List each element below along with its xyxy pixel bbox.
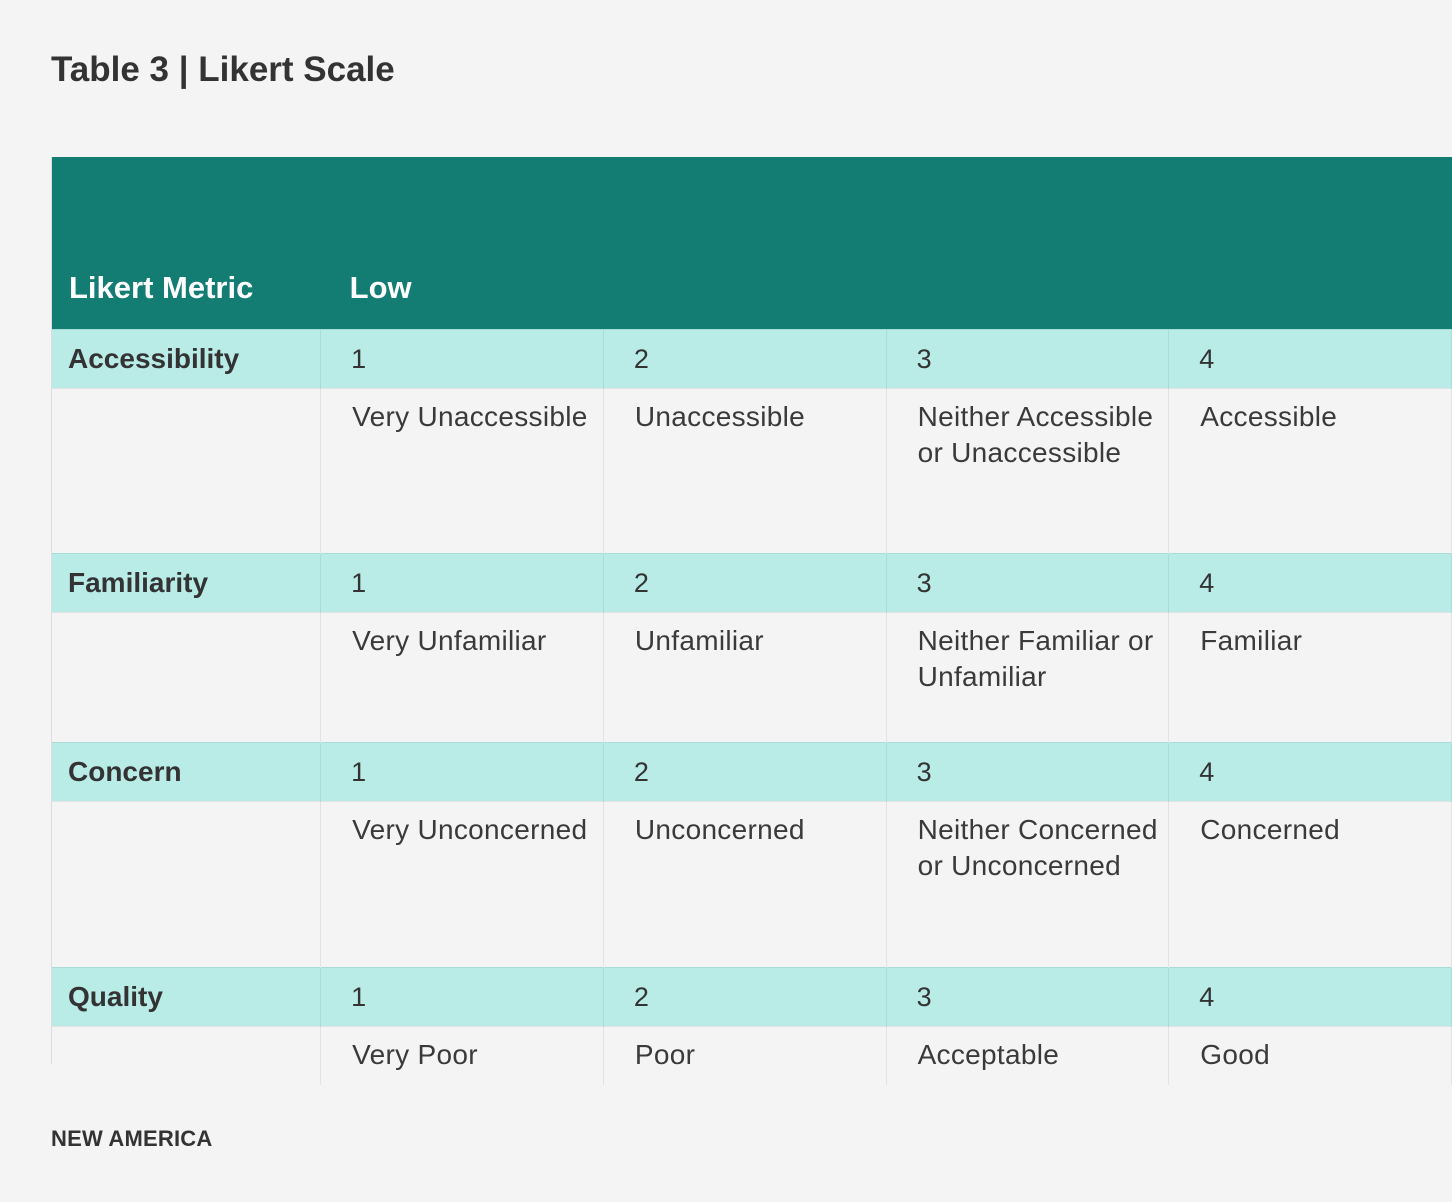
label-cell: Poor — [603, 1027, 886, 1085]
table-row-number — [52, 743, 1452, 802]
number-cell: 3 — [886, 330, 1169, 389]
number-cell: 1 — [321, 330, 604, 389]
label-cell: Very Unaccessible — [321, 389, 604, 554]
number-cell: 2 — [603, 330, 886, 389]
table-row-number — [52, 554, 1452, 613]
metric-cell-concern: Concern — [52, 743, 321, 802]
header-low: Low — [321, 157, 604, 330]
label-cell: Unconcerned — [603, 802, 886, 968]
number-cell: 2 — [603, 743, 886, 802]
table-row-number — [52, 968, 1452, 1027]
label-cell: Very Poor — [321, 1027, 604, 1085]
publisher-footer: NEW AMERICA — [51, 1126, 213, 1151]
table-row-labels — [52, 389, 1452, 554]
label-cell: Very Unfamiliar — [321, 613, 604, 743]
header-blank — [886, 157, 1169, 330]
table-header-row — [52, 157, 1452, 330]
metric-cell-familiarity: Familiarity — [52, 554, 321, 613]
number-cell: 2 — [603, 554, 886, 613]
number-cell: 1 — [321, 554, 604, 613]
metric-cell-accessibility: Accessibility — [52, 330, 321, 389]
table-row-labels — [52, 802, 1452, 968]
empty-cell — [52, 802, 321, 968]
label-cell: Neither Familiar or Unfamiliar — [886, 613, 1169, 743]
label-cell: Good — [1169, 1027, 1452, 1085]
label-cell: Acceptable — [886, 1027, 1169, 1085]
label-cell: Very Unconcerned — [321, 802, 604, 968]
header-blank — [1169, 157, 1452, 330]
label-cell: Accessible — [1169, 389, 1452, 554]
number-cell: 3 — [886, 968, 1169, 1027]
label-cell: Unaccessible — [603, 389, 886, 554]
table-row-labels — [52, 1027, 1452, 1085]
empty-cell — [52, 1027, 321, 1085]
label-cell: Neither Accessible or Unaccessible — [886, 389, 1169, 554]
empty-cell — [52, 613, 321, 743]
number-cell: 1 — [321, 968, 604, 1027]
number-cell: 4 — [1169, 743, 1452, 802]
table-title: Table 3 | Likert Scale — [51, 50, 395, 89]
number-cell: 4 — [1169, 968, 1452, 1027]
number-cell: 4 — [1169, 330, 1452, 389]
table-row-number — [52, 330, 1452, 389]
likert-table — [52, 157, 1452, 1085]
likert-table-container[interactable] — [51, 157, 1340, 1070]
number-cell: 3 — [886, 743, 1169, 802]
metric-cell-quality: Quality — [52, 968, 321, 1027]
header-blank — [603, 157, 886, 330]
label-cell: Neither Concerned or Unconcerned — [886, 802, 1169, 968]
number-cell: 2 — [603, 968, 886, 1027]
number-cell: 1 — [321, 743, 604, 802]
label-cell: Concerned — [1169, 802, 1452, 968]
number-cell: 4 — [1169, 554, 1452, 613]
table-row-labels — [52, 613, 1452, 743]
label-cell: Unfamiliar — [603, 613, 886, 743]
number-cell: 3 — [886, 554, 1169, 613]
empty-cell — [52, 389, 321, 554]
label-cell: Familiar — [1169, 613, 1452, 743]
header-likert-metric: Likert Metric — [52, 157, 321, 330]
